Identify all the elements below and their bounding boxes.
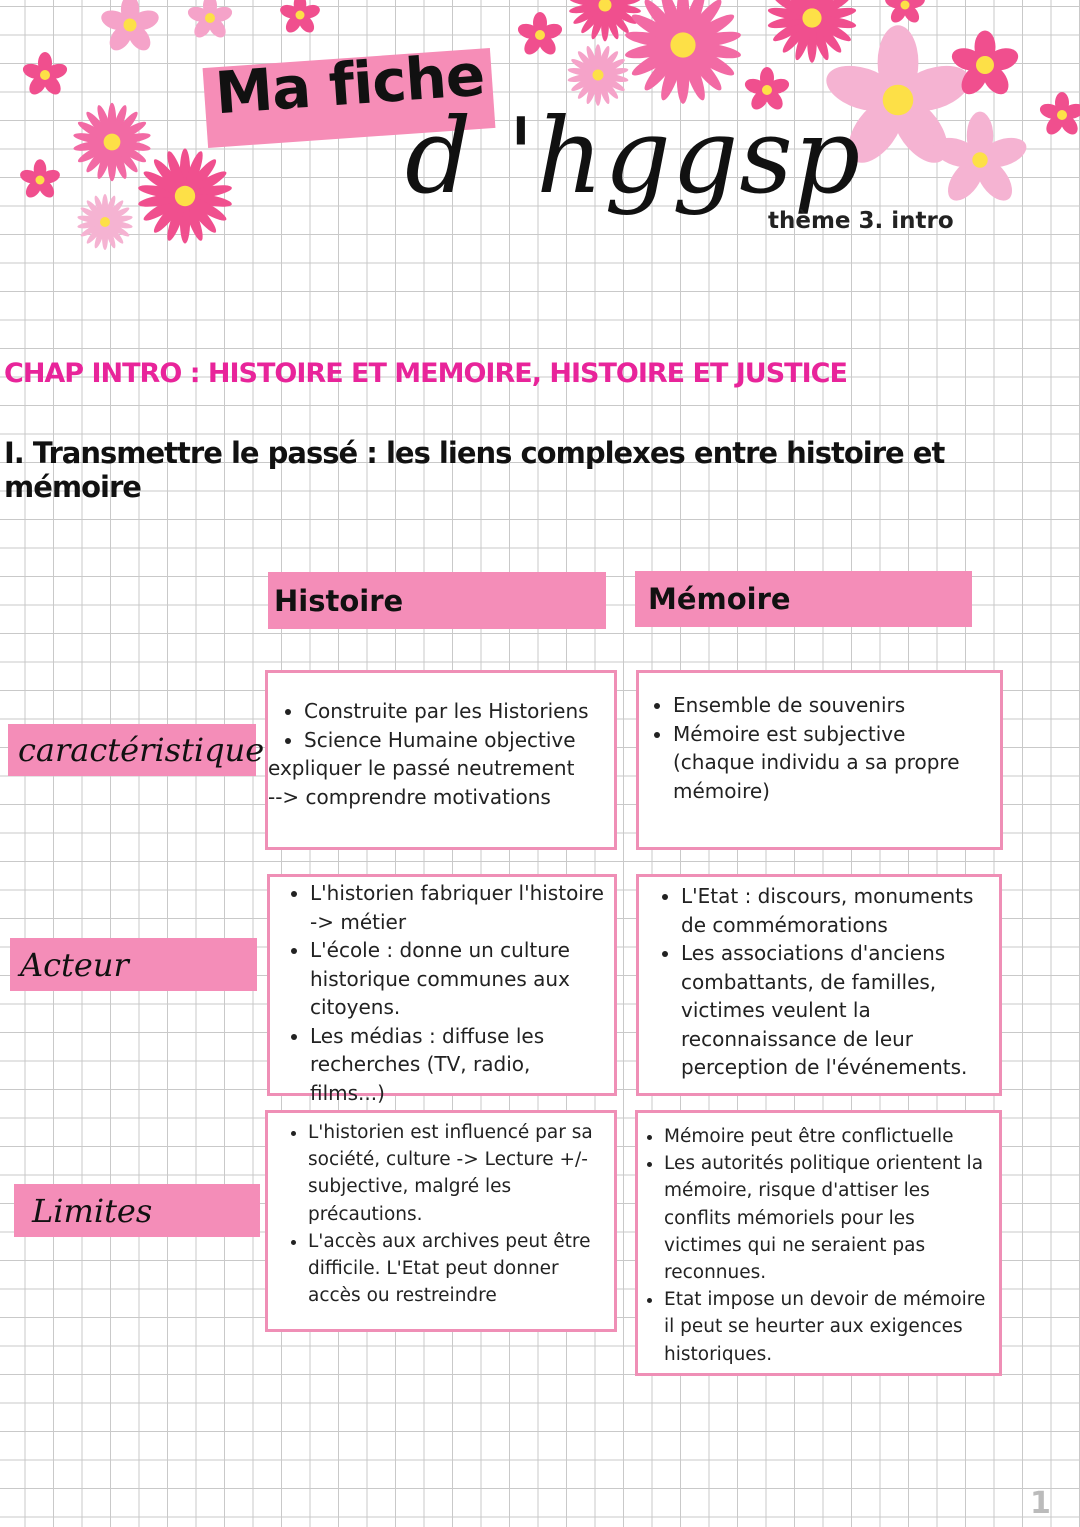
- column-header-memoire: Mémoire: [635, 571, 972, 627]
- flower-icon: [21, 52, 69, 98]
- page-subtitle: d 'hggsp: [405, 95, 862, 217]
- cell-caracteristique-memoire: [636, 670, 1003, 850]
- cell-acteur-memoire: [636, 874, 1002, 1096]
- list-item: • Les médias : diffuse les recherches (TV, radio, films...): [310, 1022, 608, 1108]
- flower-icon: [137, 148, 233, 243]
- page-title: Ma fiche: [212, 40, 487, 128]
- flower-icon: [77, 194, 133, 250]
- list-item: • Mémoire est subjective (chaque individu a sa propre mémoire): [673, 720, 990, 806]
- column-header-histoire: Histoire: [268, 572, 606, 629]
- flower-icon: [624, 0, 742, 104]
- row-label-limites: Limites: [14, 1184, 260, 1237]
- list-item: expliquer le passé neutrement: [268, 756, 575, 780]
- flower-icon: [73, 103, 152, 181]
- list-item: • Les autorités politique orientent la mémoire, risque d'attiser les conflits mémoriels pour les victimes qui ne seraient pas reconnues.: [664, 1150, 995, 1286]
- row-label-caracteristique: caractéristique: [8, 724, 256, 776]
- flower-icon: [930, 112, 1030, 207]
- list-item: --> comprendre motivations: [268, 784, 551, 809]
- cell-acteur-histoire: [267, 874, 617, 1105]
- flower-icon: [18, 159, 61, 200]
- list-item: • Etat impose un devoir de mémoire il peut se heurter aux exigences historiques.: [664, 1286, 995, 1368]
- list-item: • L'accès aux archives peut être difficile. L'Etat peut donner accès ou restreindre: [308, 1228, 596, 1310]
- flower-icon: [1038, 92, 1080, 138]
- cell-limites-histoire: [265, 1110, 617, 1332]
- flower-icon: [516, 12, 564, 58]
- theme-label: thème 3. intro: [768, 208, 954, 234]
- list-item: • L'école : donne un culture historique communes aux citoyens.: [310, 936, 608, 1022]
- page-number: 1: [1030, 1486, 1051, 1521]
- list-item: • Science Humaine objective: [304, 726, 614, 755]
- chapter-title: CHAP INTRO : HISTOIRE ET MEMOIRE, HISTOIRE ET JUSTICE: [4, 358, 847, 389]
- cell-limites-memoire: [635, 1110, 1002, 1376]
- flower-icon: [99, 0, 161, 55]
- list-item: • L'historien fabriquer l'histoire -> métier: [310, 879, 608, 936]
- row-label-acteur: Acteur: [10, 938, 257, 991]
- flower-icon: [767, 0, 857, 63]
- list-item: • L'historien est influencé par sa société, culture -> Lecture +/- subjective, malgré les précautions.: [308, 1119, 596, 1228]
- list-item: • Les associations d'anciens combattants, de familles, victimes veulent la reconnaissance de leur perception de l'événements.: [681, 939, 989, 1082]
- cell-caracteristique-histoire: [265, 670, 617, 850]
- flower-icon: [186, 0, 234, 41]
- list-item: • Ensemble de souvenirs: [673, 691, 990, 720]
- list-item: • L'Etat : discours, monuments de commémorations: [681, 882, 989, 939]
- flower-icon: [278, 0, 321, 35]
- section-title: I. Transmettre le passé : les liens complexes entre histoire et mémoire: [4, 436, 945, 504]
- flower-icon: [883, 0, 926, 25]
- list-item: • Mémoire peut être conflictuelle: [664, 1123, 995, 1150]
- list-item: • Construite par les Historiens: [304, 697, 614, 726]
